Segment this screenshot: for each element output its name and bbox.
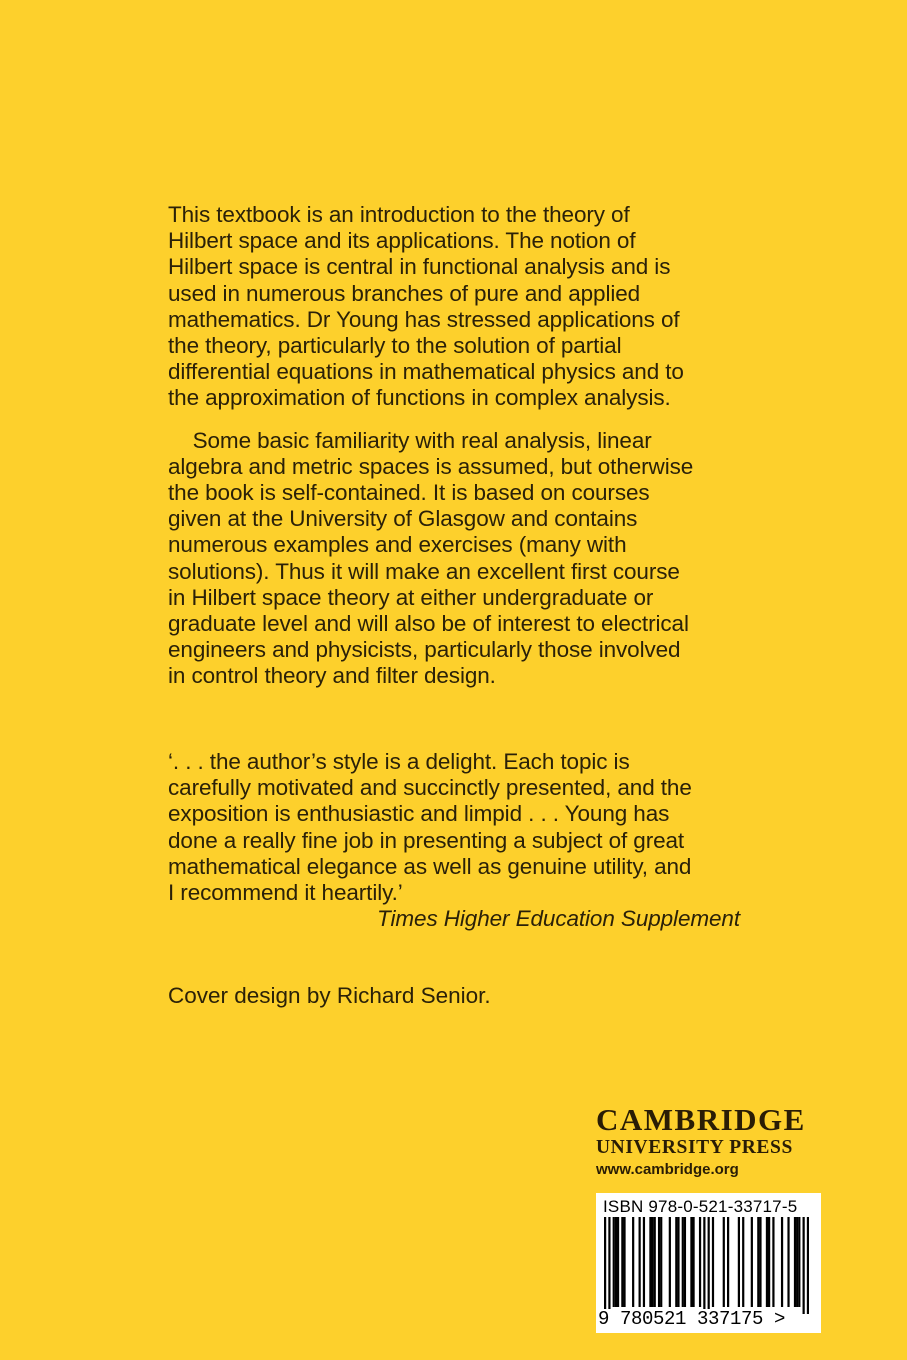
text-line: differential equations in mathematical physics and to (168, 359, 684, 385)
text-line: engineers and physicists, particularly those involved (168, 637, 681, 663)
barcode-bar (768, 1217, 770, 1307)
text-line: used in numerous branches of pure and applied (168, 280, 641, 306)
text-line: the approximation of functions in complex analysis. (168, 385, 671, 411)
barcode-bar (712, 1217, 714, 1307)
barcode-bar (772, 1217, 774, 1307)
publisher-url: www.cambridge.org (596, 1161, 739, 1178)
barcode-bar (690, 1217, 692, 1307)
barcode-bar (604, 1217, 606, 1314)
barcode-bar (632, 1217, 634, 1307)
text-line: the book is self-contained. It is based on courses (168, 480, 650, 506)
quote-source: Times Higher Education Supplement (377, 906, 740, 932)
barcode-bar (803, 1217, 805, 1314)
review-quote (168, 749, 768, 932)
text-line: solutions). Thus it will make an excellent first course (168, 558, 680, 584)
barcode-bar (617, 1217, 619, 1307)
quote-line: mathematical elegance as well as genuine utility, and (168, 853, 692, 879)
quote-line: carefully motivated and succinctly presented, and the (168, 775, 692, 801)
publisher-subtitle: UNIVERSITY PRESS (596, 1137, 793, 1158)
publisher-name: CAMBRIDGE (596, 1102, 806, 1137)
description-paragraph-1 (168, 202, 768, 412)
publisher-logo (596, 1103, 824, 1181)
barcode-bar (639, 1217, 641, 1307)
barcode-bar (621, 1217, 623, 1307)
barcode-bar (608, 1217, 610, 1314)
barcode-bar (692, 1217, 694, 1307)
quote-line: exposition is enthusiastic and limpid . . . Young has (168, 801, 670, 827)
barcode-bar (738, 1217, 740, 1307)
barcode-bar (649, 1217, 651, 1307)
barcode-bar (751, 1217, 753, 1307)
barcode-bar (699, 1217, 701, 1307)
barcode-bar (781, 1217, 783, 1307)
cover-design-credit: Cover design by Richard Senior. (168, 983, 491, 1008)
barcode-bar (723, 1217, 725, 1307)
barcode-bar (757, 1217, 759, 1307)
quote-line: done a really fine job in presenting a subject of great (168, 827, 685, 853)
barcode-bar (798, 1217, 800, 1307)
barcode-bar (658, 1217, 660, 1307)
barcode-bar (623, 1217, 625, 1307)
barcode-bar (669, 1217, 671, 1307)
barcode-bar (675, 1217, 677, 1307)
quote-line: ‘. . . the author’s style is a delight. Each topic is (168, 749, 630, 774)
barcode-bar (794, 1217, 796, 1307)
barcode-bar (682, 1217, 684, 1307)
barcode-bars (604, 1217, 809, 1314)
text-line: in Hilbert space theory at either undergraduate or (168, 584, 654, 610)
barcode-bar (613, 1217, 615, 1307)
text-line: numerous examples and exercises (many with (168, 532, 627, 558)
barcode-bar (615, 1217, 617, 1307)
barcode-digits: 9 780521 337175 > (598, 1308, 786, 1330)
text-line: Hilbert space and its applications. The notion of (168, 228, 636, 254)
barcode-bar (807, 1217, 809, 1314)
barcode-bar (660, 1217, 662, 1307)
barcode-bar (766, 1217, 768, 1307)
text-line: algebra and metric spaces is assumed, but otherwise (168, 453, 694, 479)
barcode-bar (643, 1217, 645, 1307)
barcode-bar (651, 1217, 653, 1307)
barcode-bar (742, 1217, 744, 1307)
text-line: This textbook is an introduction to the theory of (168, 202, 630, 227)
barcode-bar (759, 1217, 761, 1307)
text-line: mathematics. Dr Young has stressed applications of (168, 306, 680, 332)
isbn-label: ISBN 978-0-521-33717-5 (603, 1197, 798, 1216)
text-line: Some basic familiarity with real analysis, linear (168, 427, 652, 453)
text-line: given at the University of Glasgow and contains (168, 506, 638, 532)
book-description (168, 202, 768, 690)
quote-line: I recommend it heartily.’ (168, 880, 403, 906)
barcode-bar (708, 1217, 710, 1314)
barcode-bar (677, 1217, 679, 1307)
barcode-bar (796, 1217, 798, 1307)
isbn-barcode (596, 1193, 821, 1333)
barcode-bar (727, 1217, 729, 1307)
barcode-bar (684, 1217, 686, 1307)
barcode-bar (703, 1217, 705, 1314)
text-line: graduate level and will also be of interest to electrical (168, 611, 689, 637)
barcode-bar (787, 1217, 789, 1307)
text-line: the theory, particularly to the solution of partial (168, 333, 622, 359)
text-line: in control theory and filter design. (168, 663, 496, 689)
barcode-bar (654, 1217, 656, 1307)
text-line: Hilbert space is central in functional analysis and is (168, 254, 671, 280)
description-paragraph-2 (168, 428, 768, 690)
